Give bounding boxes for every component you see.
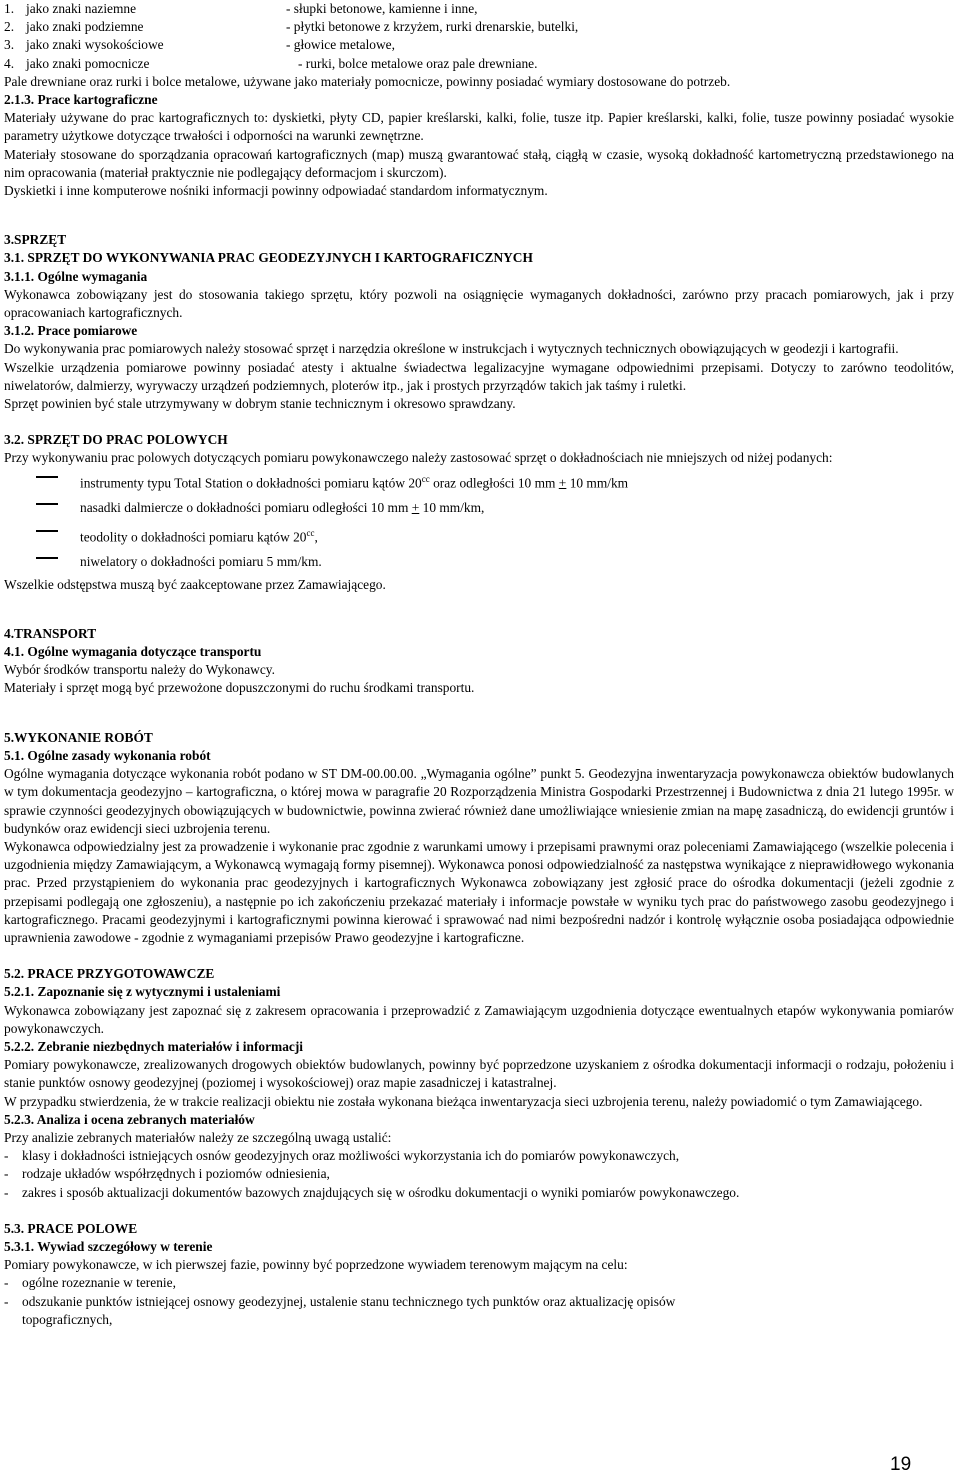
list-label: jako znaki pomocnicze (26, 55, 150, 71)
paragraph: Pomiary powykonawcze, zrealizowanych drogowych obiektów budowlanych, powinny być poprzedzone uzyskaniem z ośrodka dokumentacji informacji o rodzaju, położeniu i stanie punktów osnowy geodezyjnej (poziomej i wysokościowej) oraz mapie zasadniczej i katastralnej. (4, 1057, 954, 1091)
list-desc: - rurki, bolce metalowe oraz pale drewniane. (298, 55, 538, 71)
list-item (4, 36, 954, 54)
paragraph: Wszelkie odstępstwa muszą być zaakceptowane przez Zamawiającego. (4, 576, 386, 592)
list-desc: - głowice metalowe, (286, 37, 395, 53)
section-heading: 5.1. Ogólne zasady wykonania robót (4, 747, 211, 763)
section-heading: 5.2.1. Zapoznanie się z wytycznymi i ustaleniami (4, 984, 281, 1000)
section-heading: 5.3. PRACE POLOWE (4, 1220, 138, 1236)
paragraph: Przy analizie zebranych materiałów należy ze szczególną uwagą ustalić: (4, 1129, 392, 1145)
list-item: nasadki dalmiercze o dokładności pomiaru odległości 10 mm + 10 mm/km, (4, 495, 954, 522)
section-heading: 3.1.2. Prace pomiarowe (4, 323, 138, 339)
paragraph: Dyskietki i inne komputerowe nośniki informacji powinny odpowiadać standardom informatycznym. (4, 183, 548, 199)
section-heading: 5.2.3. Analiza i ocena zebranych materiałów (4, 1111, 255, 1127)
list-item: - klasy i dokładności istniejących osnów geodezyjnych oraz możliwości wykorzystania ich do pomiarów powykonawczych, (4, 1148, 680, 1164)
list-desc: - słupki betonowe, kamienne i inne, (286, 1, 478, 16)
list-item: niwelatory o dokładności pomiaru 5 mm/km. (4, 549, 954, 576)
section-heading: 5.2.2. Zebranie niezbędnych materiałów i informacji (4, 1038, 304, 1054)
paragraph: Do wykonywania prac pomiarowych należy stosować sprzęt i narzędzia określone w instrukcjach i wytycznych technicznych obowiązujących w geodezji i kartografii. (4, 341, 899, 357)
paragraph: Ogólne wymagania dotyczące wykonania robót podano w ST DM-00.00.00. „Wymagania ogólne” punkt 5. Geodezyjna inwentaryzacja powykonawcza obiektów budowlanych w tym dokumentacja geodezyjno – kartograficzna, o której mowa w paragrafie 20 Rozporządzenia Ministra Gospodarki Przestrzennej i Budownictwa z dnia 21 lutego 1995r. w sprawie czynności geodezyjnych obowiązujących w budownictwie, powinna zwierać również dane umożliwiające wniesienie zmian na mapę zasadniczą, do ewidencji gruntów i budynków oraz ewidencji sieci uzbrojenia terenu. (4, 766, 954, 836)
page-number: 19 (890, 1454, 912, 1475)
paragraph: Wszelkie urządzenia pomiarowe powinny posiadać atesty i aktualne świadectwa legalizacyjne wymagane odpowiednimi przepisami. Dotyczy to zarówno teodolitów, niwelatorów, dalmierzy, wyrywaczy urządzeń podziemnych, ploterów itp., jak i prostych przyrządów takich jak taśmy i ruletki. (4, 359, 954, 393)
section-heading: 3.1.1. Ogólne wymagania (4, 268, 148, 284)
list-item: teodolity o dokładności pomiaru kątów $20^{cc}$, (4, 522, 954, 549)
paragraph: Wybór środków transportu należy do Wykonawcy. (4, 662, 275, 678)
list-number: 1. (4, 1, 15, 16)
paragraph: Pomiary powykonawcze, w ich pierwszej fazie, powinny być poprzedzone wywiadem terenowym mającym na celu: (4, 1257, 628, 1273)
paragraph: Wykonawca zobowiązany jest zapoznać się z zakresem opracowania i przeprowadzić z Zamawiającym uzgodnienia dotyczące ewentualnych etapów wykonywania pomiarów powykonawczych. (4, 1002, 954, 1036)
dash-bullet (36, 503, 58, 505)
paragraph: Wykonawca zobowiązany jest do stosowania takiego sprzętu, który pozwoli na osiągnięcie wymaganych dokładności, zarówno przy pracach pomiarowych, jak i przy opracowaniach kartograficznych. (4, 286, 954, 321)
dash-bullet (36, 476, 58, 478)
paragraph: Materiały używane do prac kartograficznych to: dyskietki, płyty CD, papier kreślarski, kalki, folie, tusze itp. Papier kreślarski, kalki, folie, tusze powinny posiadać wysokie parametry użytkowe dotyczące trwałości i odporności na warunki zewnętrzne. (4, 110, 954, 144)
list-item: - ogólne rozeznanie w terenie, (4, 1275, 176, 1291)
paragraph: Przy wykonywaniu prac polowych dotyczących pomiaru powykonawczego należy zastosować sprzęt o dokładnościach nie mniejszych od niżej podanych: (4, 450, 833, 466)
section-heading: 3.2. SPRZĘT DO PRAC POLOWYCH (4, 432, 228, 448)
list-item: - rodzaje układów współrzędnych i poziomów odniesienia, (4, 1166, 330, 1182)
list-item: - zakres i sposób aktualizacji dokumentów bazowych znajdujących się w ośrodku dokumentacji o wyniki pomiarów powykonawczego. (4, 1184, 740, 1200)
section-heading: 5.WYKONANIE ROBÓT (4, 729, 153, 745)
survey-list (4, 1274, 954, 1329)
list-label: jako znaki naziemne (26, 1, 137, 16)
list-label: jako znaki wysokościowe (26, 37, 164, 53)
paragraph: W przypadku stwierdzenia, że w trakcie realizacji obiektu nie została wykonana bieżąca inwentaryzacja sieci uzbrojenia terenu, należy powiadomić o tym Zamawiającego. (4, 1093, 923, 1109)
list-label: jako znaki podziemne (26, 19, 144, 35)
section-heading: 3.1. SPRZĘT DO WYKONYWANIA PRAC GEODEZYJNYCH I KARTOGRAFICZNYCH (4, 250, 533, 266)
paragraph: Materiały stosowane do sporządzania opracowań kartograficznych (map) muszą gwarantować stałą, ciągłą w czasie, wysoką dokładność kartometryczną przedstawionego na nim opracowania (materiał praktycznie nie podlegający deformacjom i skurczom). (4, 146, 954, 180)
section-heading: 3.SPRZĘT (4, 232, 67, 248)
equipment-list (4, 468, 954, 576)
list-item (4, 18, 954, 36)
list-number: 3. (4, 37, 15, 53)
section-heading: 5.2. PRACE PRZYGOTOWAWCZE (4, 966, 215, 982)
section-heading: 4.1. Ogólne wymagania dotyczące transportu (4, 644, 262, 660)
list-item: - odszukanie punktów istniejącej osnowy geodezyjnej, ustalenie stanu technicznego tych punktów oraz aktualizację opisów topograficznych, (4, 1293, 676, 1327)
paragraph: Wykonawca odpowiedzialny jest za prowadzenie i wykonanie prac zgodnie z warunkami umowy i przepisami prawnymi oraz poleceniami Zamawiającego (wszelkie polecenia i uzgodnienia między Zamawiającym, a Wykonawcą wymagają formy pisemnej). Wykonawca ponosi odpowiedzialność za następstwa wynikające z nieprawidłowego wykonania prac. Przed przystąpieniem do wykonania prac geodezyjnych i kartograficznych Wykonawca zobowiązany jest zgłosić prace do ośrodka dokumentacji (jeżeli zgodnie z przepisami podlegają one zgłoszeniu), a następnie po ich zakończeniu przekazać materiały i informacje powstałe w wyniku tych prac do państwowego zasobu geodezyjnego i kartograficznego. Pracami geodezyjnymi i kartograficznymi powinna kierować i sprawować nad nimi bezpośredni nadzór i kontrolę wyłącznie osoba posiadająca odpowiednie uprawnienia zawodowe - zgodnie z wymaganiami przepisów Prawo geodezyjne i kartograficzne. (4, 838, 954, 945)
list-item (4, 0, 954, 18)
paragraph: Materiały i sprzęt mogą być przewożone dopuszczonymi do ruchu środkami transportu. (4, 680, 475, 696)
page-content (4, 0, 954, 1329)
marker-type-list (4, 0, 954, 73)
section-heading: 2.1.3. Prace kartograficzne (4, 92, 158, 108)
section-heading: 4.TRANSPORT (4, 625, 97, 641)
list-desc: - płytki betonowe z krzyżem, rurki drenarskie, butelki, (286, 19, 579, 35)
paragraph: Sprzęt powinien być stale utrzymywany w dobrym stanie technicznym i okresowo sprawdzany. (4, 396, 516, 412)
analysis-list (4, 1147, 954, 1202)
list-number: 2. (4, 19, 15, 35)
section-heading: 5.3.1. Wywiad szczegółowy w terenie (4, 1238, 213, 1254)
list-item: instrumenty typu Total Station o dokładności pomiaru kątów $20^{cc}$ oraz odległości 10 mm + 10 mm/km (4, 468, 954, 495)
dash-bullet (36, 557, 58, 559)
paragraph: Pale drewniane oraz rurki i bolce metalowe, używane jako materiały pomocnicze, powinny posiadać wymiary dostosowane do potrzeb. (4, 73, 731, 89)
dash-bullet (36, 530, 58, 532)
list-number: 4. (4, 55, 15, 71)
list-item (4, 55, 954, 73)
